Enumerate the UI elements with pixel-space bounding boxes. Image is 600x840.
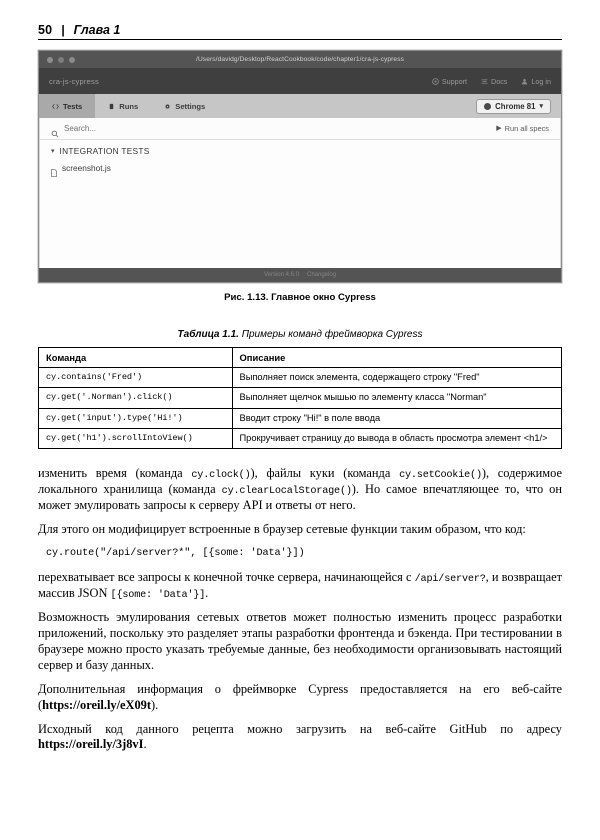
cell-command: cy.get('h1').scrollIntoView() [39, 428, 233, 448]
tab-tests[interactable] [39, 94, 95, 118]
run-all-label: Run all specs [504, 124, 549, 133]
running-header [38, 0, 562, 40]
p1-code-clock: cy.clock() [191, 470, 251, 482]
paragraph-more-info [38, 682, 562, 714]
spec-list-empty-area [40, 173, 560, 268]
column-header-command: Команда [39, 348, 233, 368]
cypress-statusbar [39, 268, 561, 282]
cell-command: cy.contains('Fred') [39, 368, 233, 388]
p3-text-a: перехватывает все запросы к конечной точке сервера, начинающейся с [38, 570, 415, 585]
clipboard-icon [108, 103, 115, 110]
p6-text-a: Исходный код данного рецепта можно загрузить на веб-сайте GitHub по адресу [38, 721, 562, 736]
search-input[interactable] [51, 124, 496, 133]
run-all-specs-button[interactable] [496, 124, 549, 133]
search-row [40, 118, 560, 140]
file-icon [51, 164, 57, 172]
version-label: Version 4.6.0 [263, 272, 299, 278]
window-titlebar [39, 51, 561, 68]
list-item[interactable] [40, 160, 560, 173]
chapter-title: Глава 1 [73, 23, 121, 37]
table-row [39, 368, 562, 388]
p1-code-clearlocalstorage: cy.clearLocalStorage() [221, 486, 352, 498]
table-title-text: Примеры команд фреймворка Cypress [241, 329, 423, 340]
search-placeholder: Search... [64, 124, 97, 133]
p1-text-a: изменить время (команда [38, 466, 192, 481]
window-title-path: /Users/davidg/Desktop/ReactCookbook/code/chapter1/cra-js-cypress [196, 56, 404, 63]
paragraph-network-intro: Для этого он модифицирует встроенные в браузер сетевые функции таким образом, что код: [38, 522, 526, 537]
p3-text-b: , и возвращает массив JSON [38, 570, 563, 601]
cypress-app-window [38, 50, 562, 283]
p3-code-json: [{some: 'Data'}] [110, 590, 206, 602]
table-title [38, 329, 562, 340]
project-name: cra-js-cypress [49, 76, 100, 86]
tab-settings-label: Settings [175, 101, 206, 111]
chevron-down-icon: ▾ [539, 102, 543, 110]
minimize-icon[interactable] [58, 57, 64, 63]
paragraph-commands-intro [38, 466, 562, 514]
tab-runs[interactable] [95, 94, 151, 118]
gear-icon [164, 103, 171, 110]
table-row [39, 428, 562, 448]
cell-description: Выполняет поиск элемента, содержащего строку "Fred" [232, 368, 562, 388]
p3-text-c: . [205, 586, 209, 601]
docs-label: Docs [491, 76, 508, 86]
header-separator: | [61, 23, 65, 37]
tabbar-spacer [218, 94, 476, 118]
p6-text-b: . [143, 737, 147, 752]
commands-table [38, 347, 562, 449]
paragraph-mocking-benefits: Возможность эмулирования сетевых ответов может полностью изменить процесс разработки приложений, поскольку это разделяет этапы разработки фронтенда и бэкенда. При тестировании в браузере можно просто указать требуемые данные, без необходимости организовывать настоящий сервер и базу данных. [38, 610, 562, 672]
play-icon: ▶ [496, 125, 502, 132]
paragraph-source-code [38, 722, 562, 754]
maximize-icon[interactable] [69, 57, 75, 63]
login-link[interactable] [521, 77, 551, 86]
traffic-lights [47, 57, 75, 63]
cypress-body [39, 118, 561, 268]
spec-name: screenshot.js [62, 163, 111, 173]
user-icon [521, 78, 528, 85]
p3-code-endpoint: /api/server? [414, 574, 486, 586]
p5-text-b: ). [151, 697, 159, 712]
cell-command: cy.get('.Norman').click() [39, 388, 233, 408]
integration-tests-group[interactable] [40, 140, 560, 160]
book-icon [481, 78, 488, 85]
browser-label: Chrome 81 [495, 101, 536, 111]
header-links [432, 77, 551, 86]
cell-description: Вводит строку "Hi!" в поле ввода [232, 408, 562, 428]
table-title-label: Таблица 1.1. [177, 329, 239, 340]
paragraph-route-explanation [38, 570, 562, 602]
chrome-icon [484, 103, 491, 110]
support-link[interactable] [432, 77, 467, 86]
cypress-tabbar [39, 94, 561, 118]
p1-text-d: ). Но самое впечатляющее то, что он может эмулировать запросы к серверу API и ответы от него. [38, 482, 562, 513]
page-number: 50 [38, 23, 53, 37]
support-label: Support [441, 76, 468, 86]
close-icon[interactable] [47, 57, 53, 63]
cell-description: Выполняет щелчок мышью по элементу класса "Norman" [232, 388, 562, 408]
code-brackets-icon [52, 103, 59, 110]
tab-tests-label: Tests [63, 101, 83, 111]
cell-command: cy.get('input').type('Hi!') [39, 408, 233, 428]
cypress-header [39, 68, 561, 94]
cell-description: Прокручивает страницу до вывода в область просмотра элемент <h1/> [232, 428, 562, 448]
code-block-route: cy.route("/api/server?*", [{some: 'Data'}]) [46, 548, 305, 560]
search-icon [51, 125, 59, 133]
cypress-website-url[interactable]: https://oreil.ly/eX09t [42, 697, 152, 712]
table-row [39, 408, 562, 428]
p1-text-c: ), содержимое локального хранилища (команда [38, 466, 562, 497]
browser-selector[interactable] [476, 99, 551, 114]
table-header-row [39, 348, 562, 368]
p5-text-a: Дополнительная информация о фреймворке Cypress предоставляется на его веб-сайте ( [38, 681, 562, 712]
figure-caption: Рис. 1.13. Главное окно Cypress [224, 292, 376, 303]
chevron-down-icon: ▾ [51, 146, 55, 155]
column-header-description: Описание [232, 348, 562, 368]
group-label: INTEGRATION TESTS [59, 146, 150, 156]
changelog-link[interactable]: Changelog [307, 272, 337, 278]
docs-link[interactable] [481, 77, 507, 86]
github-source-url[interactable]: https://oreil.ly/3j8vI [38, 737, 144, 752]
p1-code-setcookie: cy.setCookie() [399, 470, 482, 482]
figure-cypress-window [38, 50, 562, 303]
table-row [39, 388, 562, 408]
p1-text-b: ), файлы куки (команда [250, 466, 400, 481]
login-label: Log in [531, 76, 551, 86]
lifebuoy-icon [432, 78, 439, 85]
tab-settings[interactable] [151, 94, 218, 118]
tab-runs-label: Runs [119, 101, 139, 111]
